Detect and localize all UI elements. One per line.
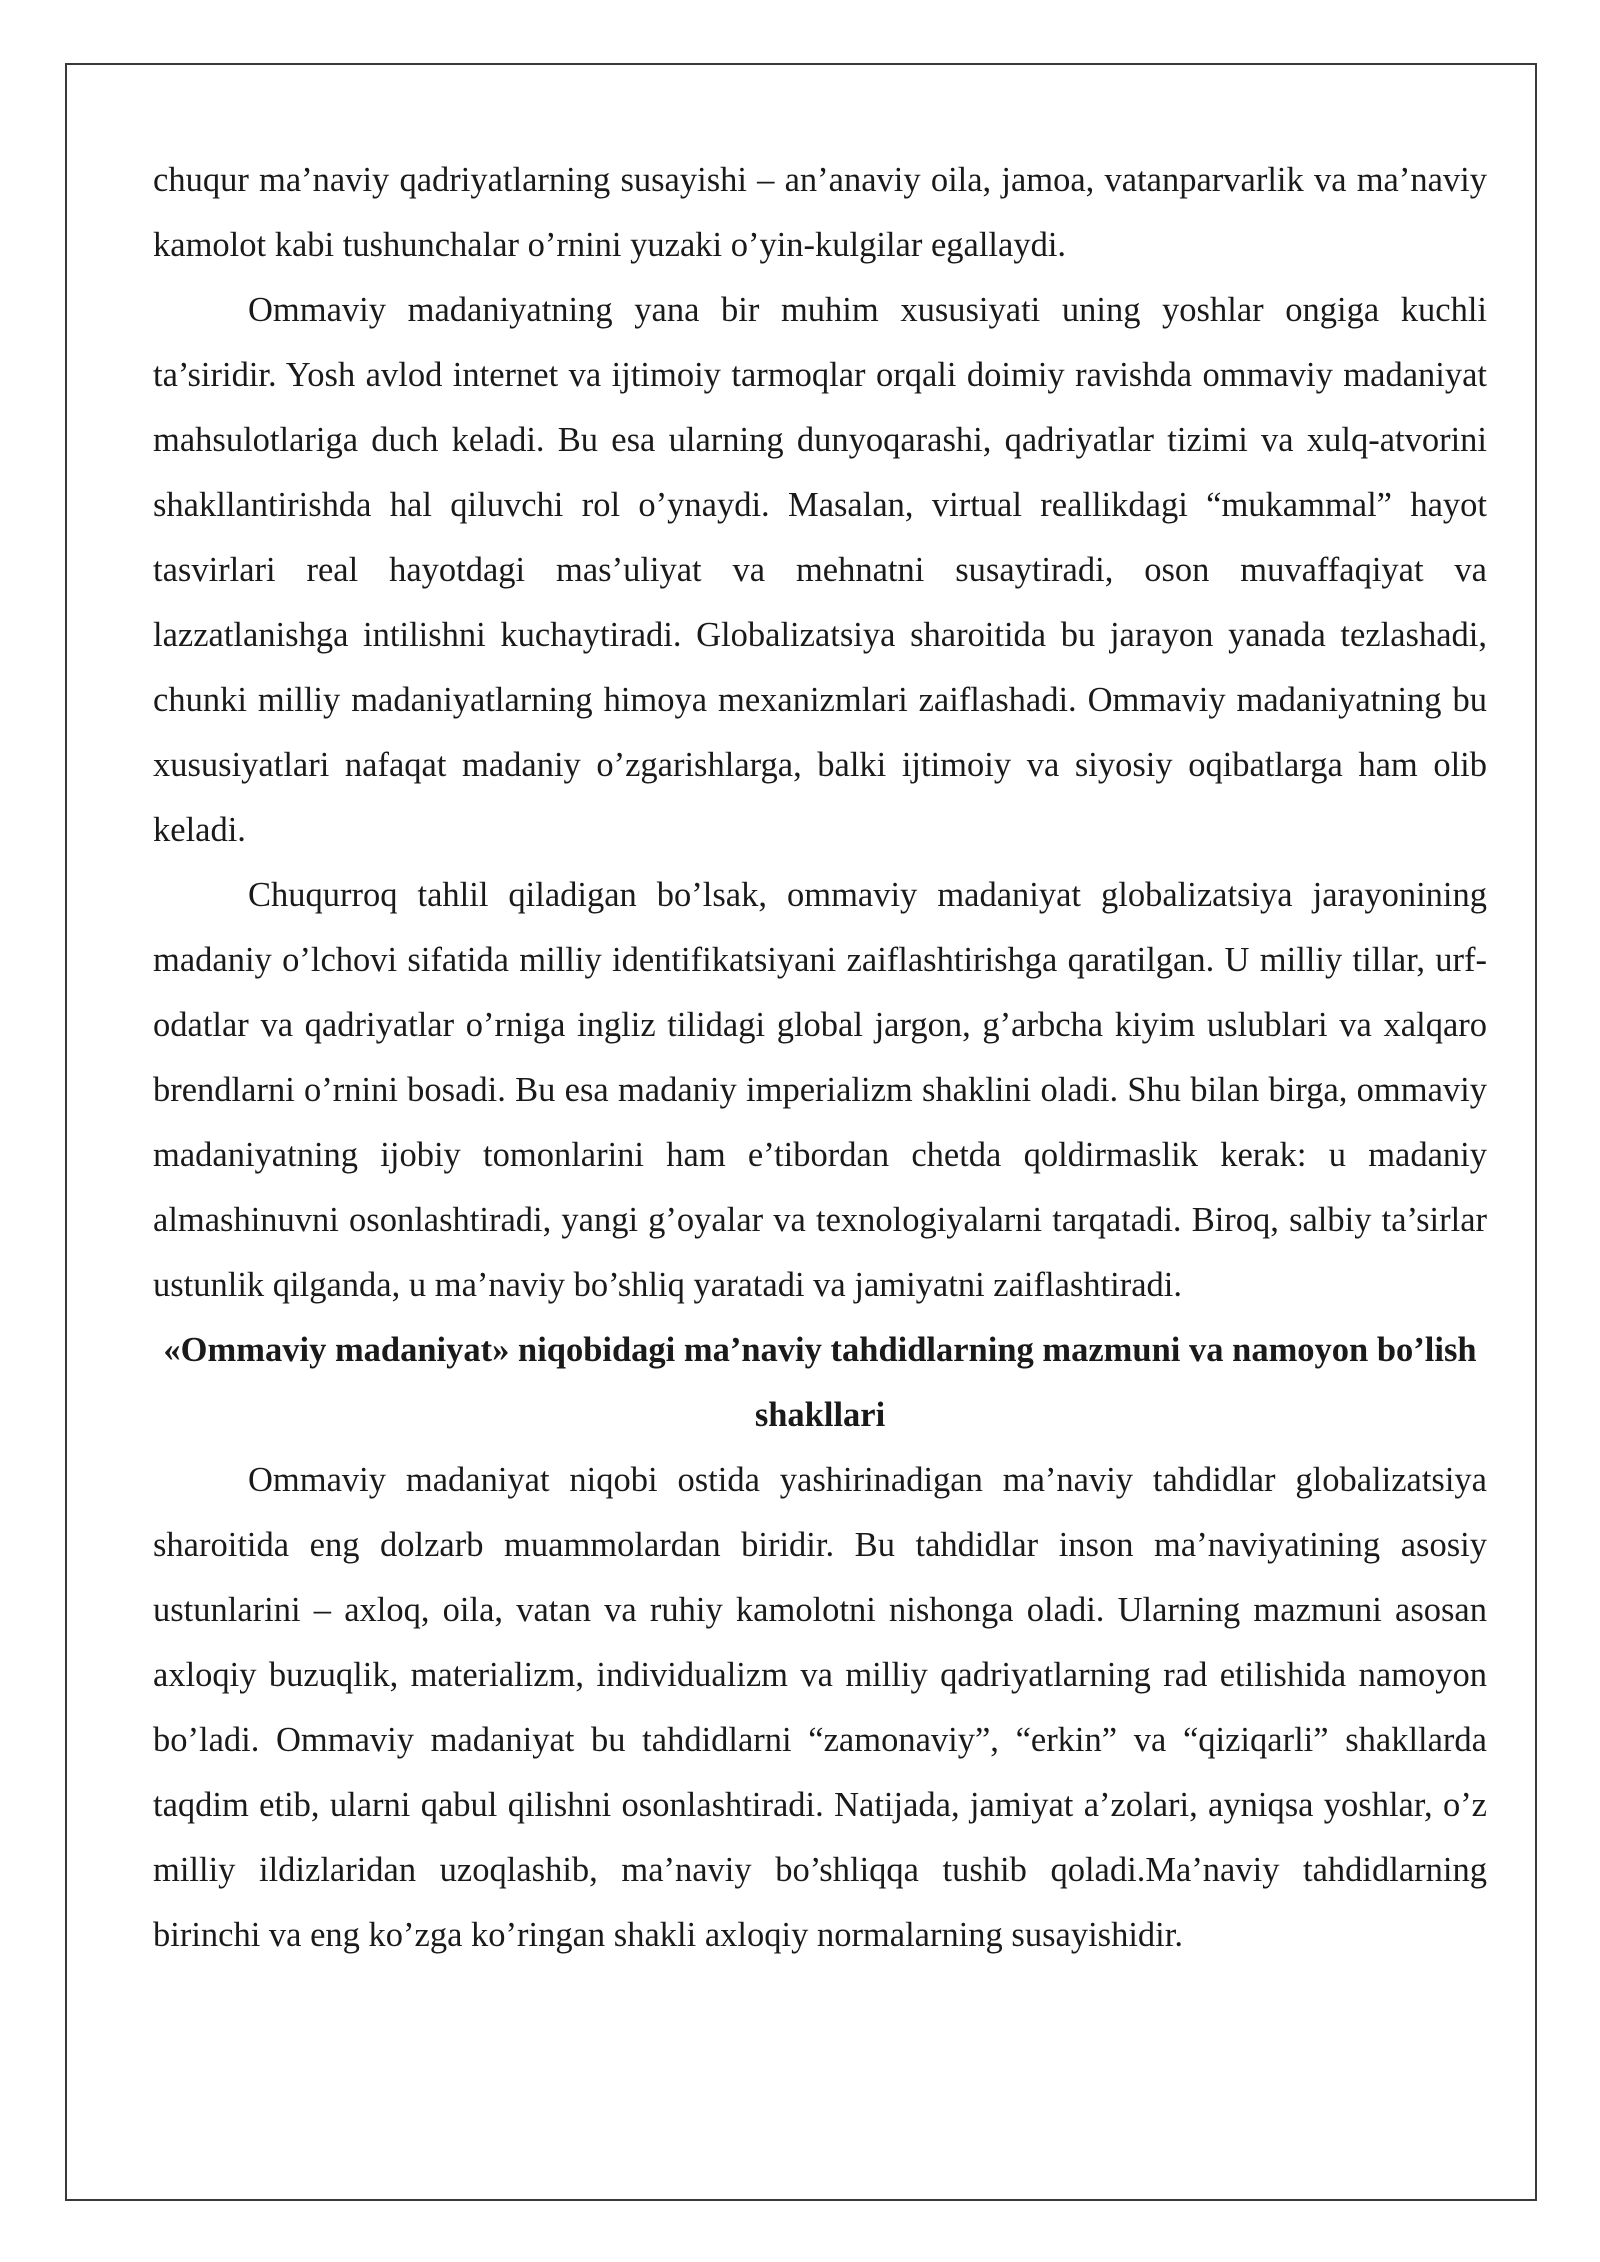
paragraph-spiritual-threats: Ommaviy madaniyat niqobi ostida yashirinadigan ma’naviy tahdidlar globalizatsiya sharoitida eng dolzarb muammolardan biridir. Bu tahdidlar inson ma’naviyatining asosiy ustunlarini – axloq, oila, vatan va ruhiy kamolotni nishonga oladi. Ularning mazmuni asosan axloqiy buzuqlik, materializm, individualizm va milliy qadriyatlarning rad etilishida namoyon bo’ladi. Ommaviy madaniyat bu tahdidlarni “zamonaviy”, “erkin” va “qiziqarli” shakllarda taqdim etib, ularni qabul qilishni osonlashtiradi. Natijada, jamiyat a’zolari, ayniqsa yoshlar, o’z milliy ildizlaridan uzoqlashib, ma’naviy bo’shliqqa tushib qoladi.Ma’naviy tahdidlarning birinchi va eng ko’zga ko’ringan shakli axloqiy normalarning susayishidir. <box>153 1461 1487 1954</box>
paragraph-youth-influence: Ommaviy madaniyatning yana bir muhim xususiyati uning yoshlar ongiga kuchli ta’siridir. Yosh avlod internet va ijtimoiy tarmoqlar orqali doimiy ravishda ommaviy madaniyat mahsulotlariga duch keladi. Bu esa ularning dunyoqarashi, qadriyatlar tizimi va xulq-atvorini shakllantirishda hal qiluvchi rol o’ynaydi. Masalan, virtual reallikdagi “mukammal” hayot tasvirlari real hayotdagi mas’uliyat va mehnatni susaytiradi, oson muvaffaqiyat va lazzatlanishga intilishni kuchaytiradi. Globalizatsiya sharoitida bu jarayon yanada tezlashadi, chunki milliy madaniyatlarning himoya mexanizmlari zaiflashadi. Ommaviy madaniyatning bu xususiyatlari nafaqat madaniy o’zgarishlarga, balki ijtimoiy va siyosiy oqibatlarga ham olib keladi. <box>153 291 1487 849</box>
paragraph-continuation: chuqur ma’naviy qadriyatlarning susayishi – an’anaviy oila, jamoa, vatanparvarlik va ma’naviy kamolot kabi tushunchalar o’rnini yuzaki o’yin-kulgilar egallaydi. <box>153 161 1487 264</box>
document-body <box>153 148 1487 1968</box>
section-heading: «Ommaviy madaniyat» niqobidagi ma’naviy tahdidlarning mazmuni va namoyon bo’lish shakllari <box>163 1331 1477 1434</box>
paragraph-deeper-analysis: Chuqurroq tahlil qiladigan bo’lsak, ommaviy madaniyat globalizatsiya jarayonining madaniy o’lchovi sifatida milliy identifikatsiyani zaiflashtirishga qaratilgan. U milliy tillar, urf-odatlar va qadriyatlar o’rniga ingliz tilidagi global jargon, g’arbcha kiyim uslublari va xalqaro brendlarni o’rnini bosadi. Bu esa madaniy imperializm shaklini oladi. Shu bilan birga, ommaviy madaniyatning ijobiy tomonlarini ham e’tibordan chetda qoldirmaslik kerak: u madaniy almashinuvni osonlashtiradi, yangi g’oyalar va texnologiyalarni tarqatadi. Biroq, salbiy ta’sirlar ustunlik qilganda, u ma’naviy bo’shliq yaratadi va jamiyatni zaiflashtiradi. <box>153 876 1487 1304</box>
